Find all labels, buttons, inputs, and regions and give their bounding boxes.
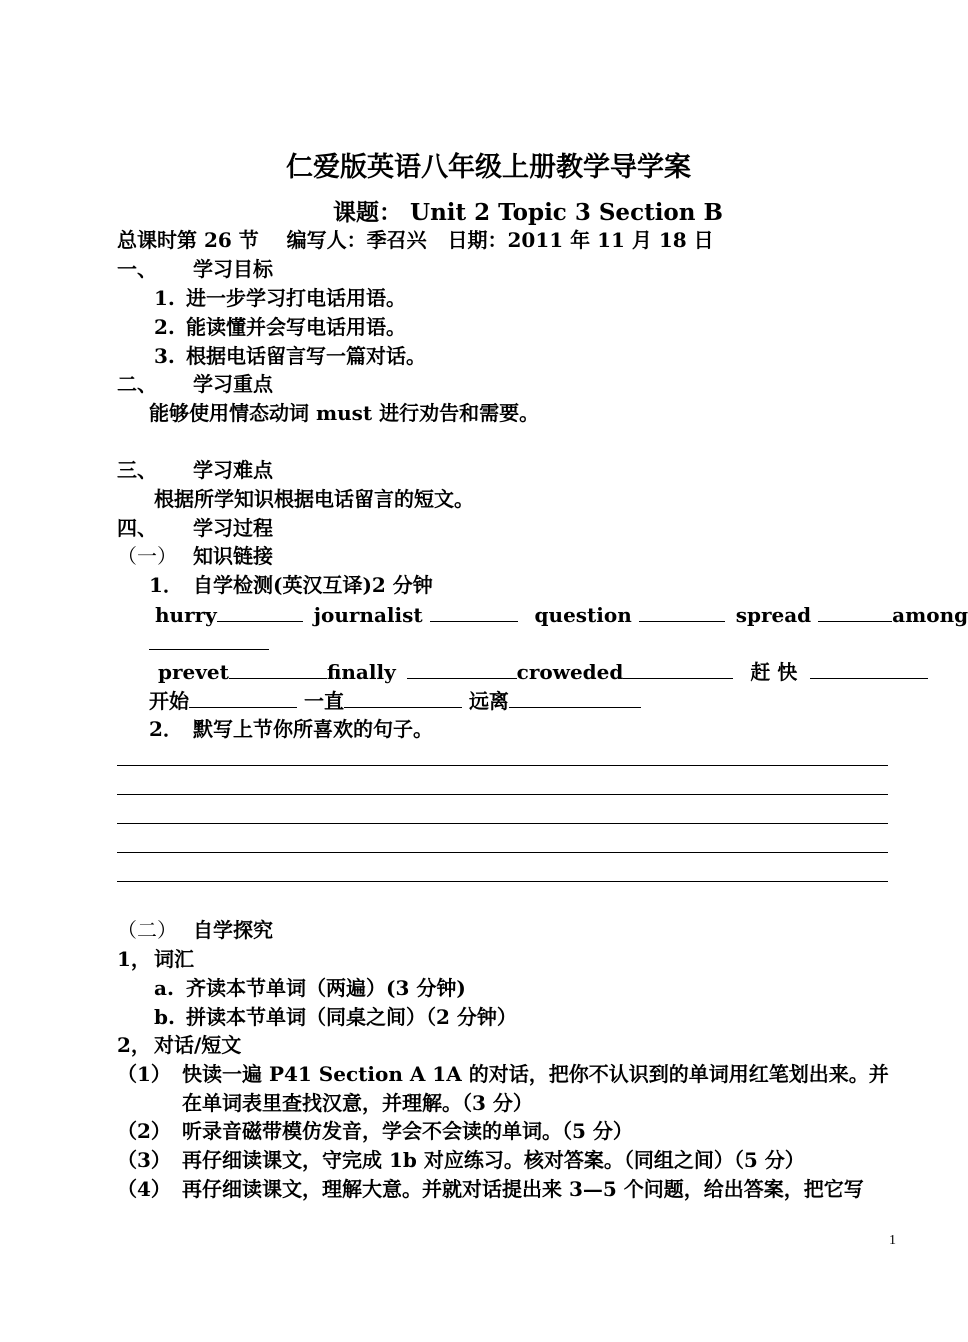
- step-number: （2）: [117, 1119, 171, 1143]
- step-text-continuation: 在单词表里查找汉意，并理解。（3 分）: [182, 1091, 533, 1115]
- section-number: 一、: [117, 257, 157, 281]
- step-text: 听录音磁带模仿发音，学会不会读的单词。（5 分）: [182, 1119, 633, 1143]
- answer-blank[interactable]: [639, 603, 725, 622]
- writing-line[interactable]: [117, 765, 888, 766]
- vocab-word: 开始: [149, 689, 189, 713]
- vocab-word: croweded: [516, 660, 624, 684]
- vocab-word: finally: [326, 660, 396, 684]
- page-number: 1: [889, 1233, 896, 1248]
- answer-blank[interactable]: [149, 631, 269, 650]
- step-number: （4）: [117, 1177, 171, 1201]
- vocab-row: [155, 602, 968, 628]
- vocab-row: [158, 659, 928, 685]
- answer-blank[interactable]: [229, 660, 327, 679]
- section-heading-difficulties: 学习难点: [193, 458, 273, 482]
- sub-number: 1，: [117, 947, 151, 971]
- vocab-word: hurry: [155, 603, 217, 627]
- part-number: （二）: [117, 918, 177, 942]
- lesson-meta: 总课时第 26 节 编写人：季召兴 日期：2011 年 11 月 18 日: [117, 228, 714, 252]
- vocab-word: among: [892, 603, 968, 627]
- writing-line[interactable]: [117, 794, 888, 795]
- answer-blank[interactable]: [818, 603, 892, 622]
- writing-line[interactable]: [117, 852, 888, 853]
- vocab-word: 远离: [468, 689, 509, 713]
- list-item-number: 1.: [154, 286, 175, 310]
- answer-blank[interactable]: [344, 689, 462, 708]
- answer-blank[interactable]: [623, 660, 733, 679]
- vocab-word: prevet: [158, 660, 229, 684]
- list-item-number: b.: [154, 1005, 175, 1029]
- step-text: 再仔细读课文，理解大意。并就对话提出来 3—5 个问题，给出答案，把它写: [182, 1177, 864, 1201]
- answer-blank[interactable]: [217, 603, 303, 622]
- answer-blank[interactable]: [407, 660, 517, 679]
- list-item-number: a.: [154, 976, 174, 1000]
- step-text: 快读一遍 P41 Section A 1A 的对话，把你不认识到的单词用红笔划出来。并: [182, 1062, 889, 1086]
- vocab-word: question: [534, 603, 632, 627]
- exercise-title: 自学检测(英汉互译)2 分钟: [193, 573, 433, 597]
- list-item: 拼读本节单词（同桌之间）（2 分钟）: [186, 1005, 517, 1029]
- section-heading-objectives: 学习目标: [193, 257, 273, 281]
- vocab-word: spread: [735, 603, 812, 627]
- part-heading-self-study: 自学探究: [193, 918, 273, 942]
- vocab-row: [149, 688, 641, 714]
- sub-heading-vocabulary: 词汇: [154, 947, 194, 971]
- answer-blank[interactable]: [509, 689, 641, 708]
- section-number: 四、: [117, 516, 157, 540]
- list-item: 根据电话留言写一篇对话。: [186, 344, 426, 368]
- list-item-number: 2.: [154, 315, 175, 339]
- section-number: 二、: [117, 372, 157, 396]
- exercise-number: 2．: [149, 717, 183, 741]
- vocab-word: 一直: [303, 689, 344, 713]
- step-number: （3）: [117, 1148, 171, 1172]
- step-text: 再仔细读课文，守完成 1b 对应练习。核对答案。（同组之间）（5 分）: [182, 1148, 805, 1172]
- document-title: 仁爱版英语八年级上册教学导学案: [286, 152, 691, 183]
- list-item: 齐读本节单词（两遍）(3 分钟): [186, 976, 466, 1000]
- answer-blank[interactable]: [810, 660, 928, 679]
- exercise-number: 1．: [149, 573, 183, 597]
- writing-line[interactable]: [117, 823, 888, 824]
- lesson-subtitle: 课题： Unit 2 Topic 3 Section B: [333, 199, 723, 226]
- difficulties-text: 根据所学知识根据电话留言的短文。: [154, 487, 474, 511]
- part-number: （一）: [117, 544, 177, 568]
- section-heading-process: 学习过程: [193, 516, 273, 540]
- list-item: 进一步学习打电话用语。: [186, 286, 406, 310]
- list-item-number: 3.: [154, 344, 175, 368]
- vocab-word: journalist: [313, 603, 423, 627]
- step-number: （1）: [117, 1062, 171, 1086]
- vocab-word: 赶 快: [750, 660, 798, 684]
- sub-heading-dialogue: 对话/短文: [154, 1033, 242, 1057]
- exercise-title: 默写上节你所喜欢的句子。: [193, 717, 433, 741]
- writing-line[interactable]: [117, 881, 888, 882]
- section-heading-key-points: 学习重点: [193, 372, 273, 396]
- section-number: 三、: [117, 458, 157, 482]
- sub-number: 2，: [117, 1033, 151, 1057]
- part-heading-knowledge-link: 知识链接: [193, 544, 273, 568]
- vocab-row-continuation: [149, 630, 269, 656]
- answer-blank[interactable]: [430, 603, 518, 622]
- key-points-text: 能够使用情态动词 must 进行劝告和需要。: [149, 401, 540, 425]
- list-item: 能读懂并会写电话用语。: [186, 315, 406, 339]
- answer-blank[interactable]: [189, 689, 297, 708]
